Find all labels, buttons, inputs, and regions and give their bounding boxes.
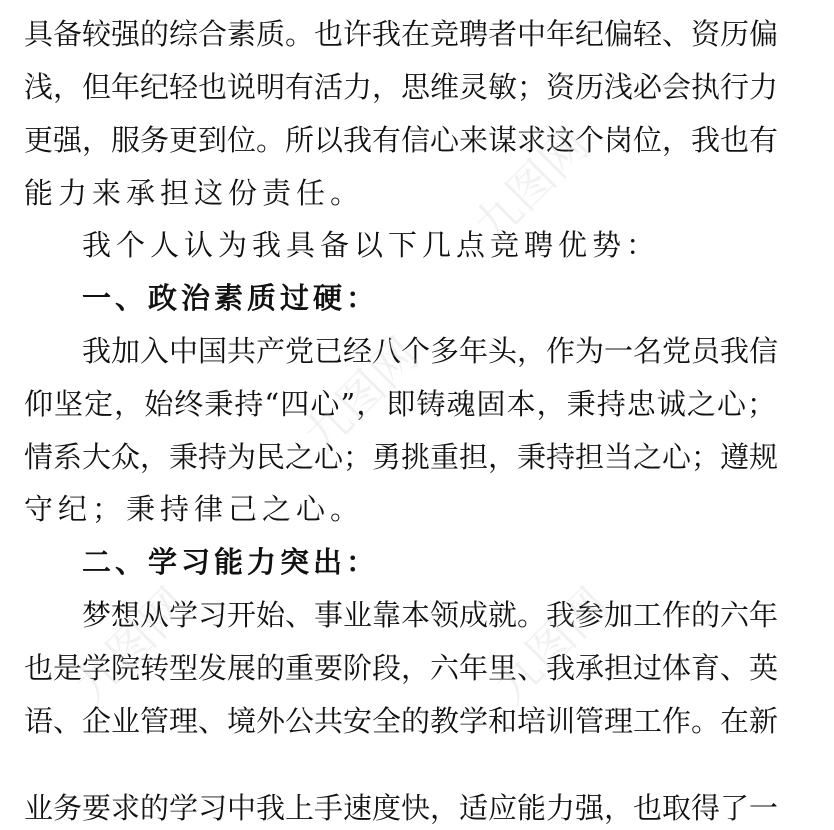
text-line-3: 更强，服务更到位。所以我有信心来谋求这个岗位，我也有 xyxy=(24,123,779,157)
intro-paragraph: 我个人认为我具备以下几点竞聘优势： xyxy=(82,228,661,262)
text-line-14: 语、企业管理、境外公共安全的教学和培训管理工作。在新 xyxy=(24,704,779,738)
watermark-logo-2: 九图网 xyxy=(293,327,430,464)
text-line-15-partial xyxy=(24,778,779,825)
section-heading-2: 二、学习能力突出： xyxy=(82,545,380,579)
text-line-7: 我加入中国共产党已经八个多年头，作为一名党员我信 xyxy=(82,334,779,368)
text-line-8: 仰坚定，始终秉持“四心”，即铸魂固本，秉持忠诚之心； xyxy=(24,387,776,421)
text-line-1: 具备较强的综合素质。也许我在竞聘者中年纪偏轻、资历偏 xyxy=(24,17,779,51)
watermark-logo-1: 九图网 xyxy=(463,117,600,254)
text-line-15-text: 业务要求的学习中我上手速度快，适应能力强，也取得了一 xyxy=(24,791,779,825)
text-line-13: 也是学院转型发展的重要阶段，六年里、我承担过体育、英 xyxy=(24,651,779,685)
watermark-logo-4: 九图网 xyxy=(63,577,200,714)
watermark-logo-3: 九图网 xyxy=(483,577,620,714)
text-line-9: 情系大众，秉持为民之心；勇挑重担，秉持担当之心；遵规 xyxy=(24,440,779,474)
text-line-10: 守纪；秉持律己之心。 xyxy=(24,492,365,526)
section-heading-1: 一、政治素质过硬： xyxy=(82,281,380,315)
text-line-4: 能力来承担这份责任。 xyxy=(24,176,365,210)
text-line-2: 浅，但年纪轻也说明有活力，思维灵敏；资历浅必会执行力 xyxy=(24,70,779,104)
text-line-12: 梦想从学习开始、事业靠本领成就。我参加工作的六年 xyxy=(82,598,779,632)
